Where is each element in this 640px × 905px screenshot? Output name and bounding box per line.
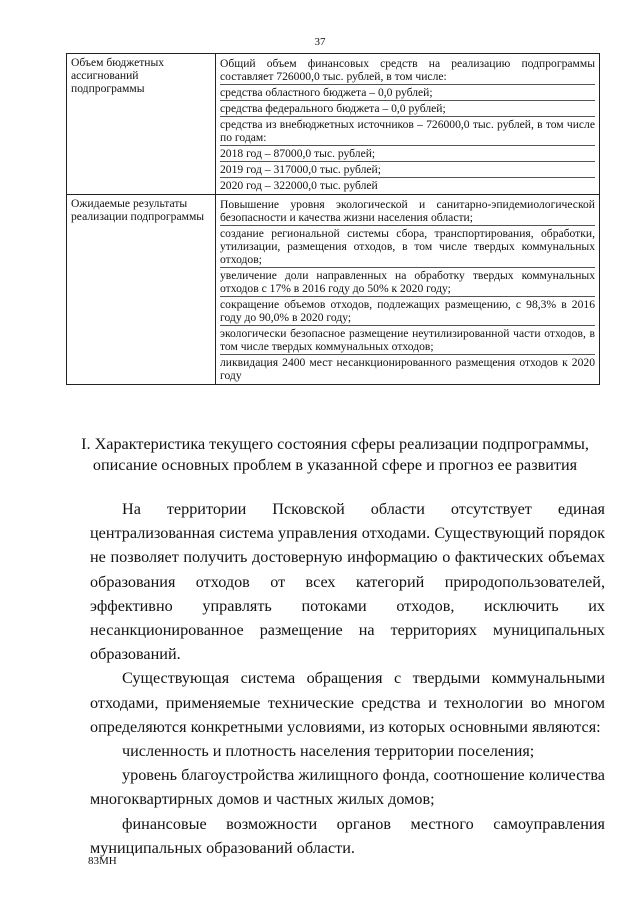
- result-item: Повышение уровня экологической и санитарно-эпидемиологической безопасности и качества жизни населения области;: [220, 198, 595, 224]
- budget-item: 2020 год – 322000,0 тыс. рублей: [220, 177, 595, 193]
- budget-item: средства федерального бюджета – 0,0 рублей;: [220, 100, 595, 116]
- result-item: экологически безопасное размещение неутилизированной части отходов, в том числе твердых коммунальных отходов;: [220, 327, 595, 353]
- table-row: [67, 54, 600, 195]
- body-paragraph: уровень благоустройства жилищного фонда, соотношение количества многоквартирных домов и частных жилых домов;: [90, 766, 605, 809]
- table-row: [67, 195, 600, 385]
- result-item: создание региональной системы сбора, транспортирования, обработки, утилизации, размещения отходов, в том числе твердых коммунальных отходов;: [220, 227, 595, 266]
- row-value-budget: [216, 54, 600, 195]
- page-number: 37: [314, 36, 326, 48]
- budget-item: 2018 год – 87000,0 тыс. рублей;: [220, 145, 595, 161]
- result-item: увеличение доли направленных на обработку твердых коммунальных отходов с 17% в 2016 году до 50% к 2020 году;: [220, 269, 595, 295]
- row-label-budget: Объем бюджетных ассигнований подпрограммы: [67, 54, 216, 195]
- row-label-results: Ожидаемые результаты реализации подпрограммы: [67, 195, 216, 385]
- body-paragraph: численность и плотность населения территории поселения;: [122, 742, 535, 761]
- result-item: ликвидация 2400 мест несанкционированного размещения отходов к 2020 году: [220, 356, 595, 382]
- footer-code: 83МН: [88, 855, 117, 867]
- section-heading: I. Характеристика текущего состояния сферы реализации подпрограммы, описание основных проблем в указанной сфере и прогноз ее развития: [81, 435, 589, 474]
- body-paragraph: финансовые возможности органов местного самоуправления муниципальных образований области.: [90, 814, 605, 857]
- body-text: [90, 497, 605, 860]
- body-paragraph: На территории Псковской области отсутствует единая централизованная система управления отходами. Существующий порядок не позволяет получить достоверную информацию о фактических объемах образования отходов от всех категорий природопользователей, эффективно управлять потоками отходов, исключить их несанкционированное размещение на территориях муниципальных образований.: [90, 500, 605, 664]
- budget-item: средства из внебюджетных источников – 726000,0 тыс. рублей, в том числе по годам:: [220, 118, 595, 144]
- result-item: сокращение объемов отходов, подлежащих размещению, с 98,3% в 2016 году до 90,0% в 2020 году;: [220, 298, 595, 324]
- budget-item: 2019 год – 317000,0 тыс. рублей;: [220, 161, 595, 177]
- body-paragraph: Существующая система обращения с твердыми коммунальными отходами, применяемые технические средства и технологии во многом определяются конкретными условиями, из которых основными являются:: [90, 669, 605, 736]
- subprogram-passport-table: [66, 53, 600, 385]
- budget-item: Общий объем финансовых средств на реализацию подпрограммы составляет 726000,0 тыс. рублей, в том числе:: [220, 57, 595, 83]
- row-value-results: [216, 195, 600, 385]
- budget-item: средства областного бюджета – 0,0 рублей;: [220, 84, 595, 100]
